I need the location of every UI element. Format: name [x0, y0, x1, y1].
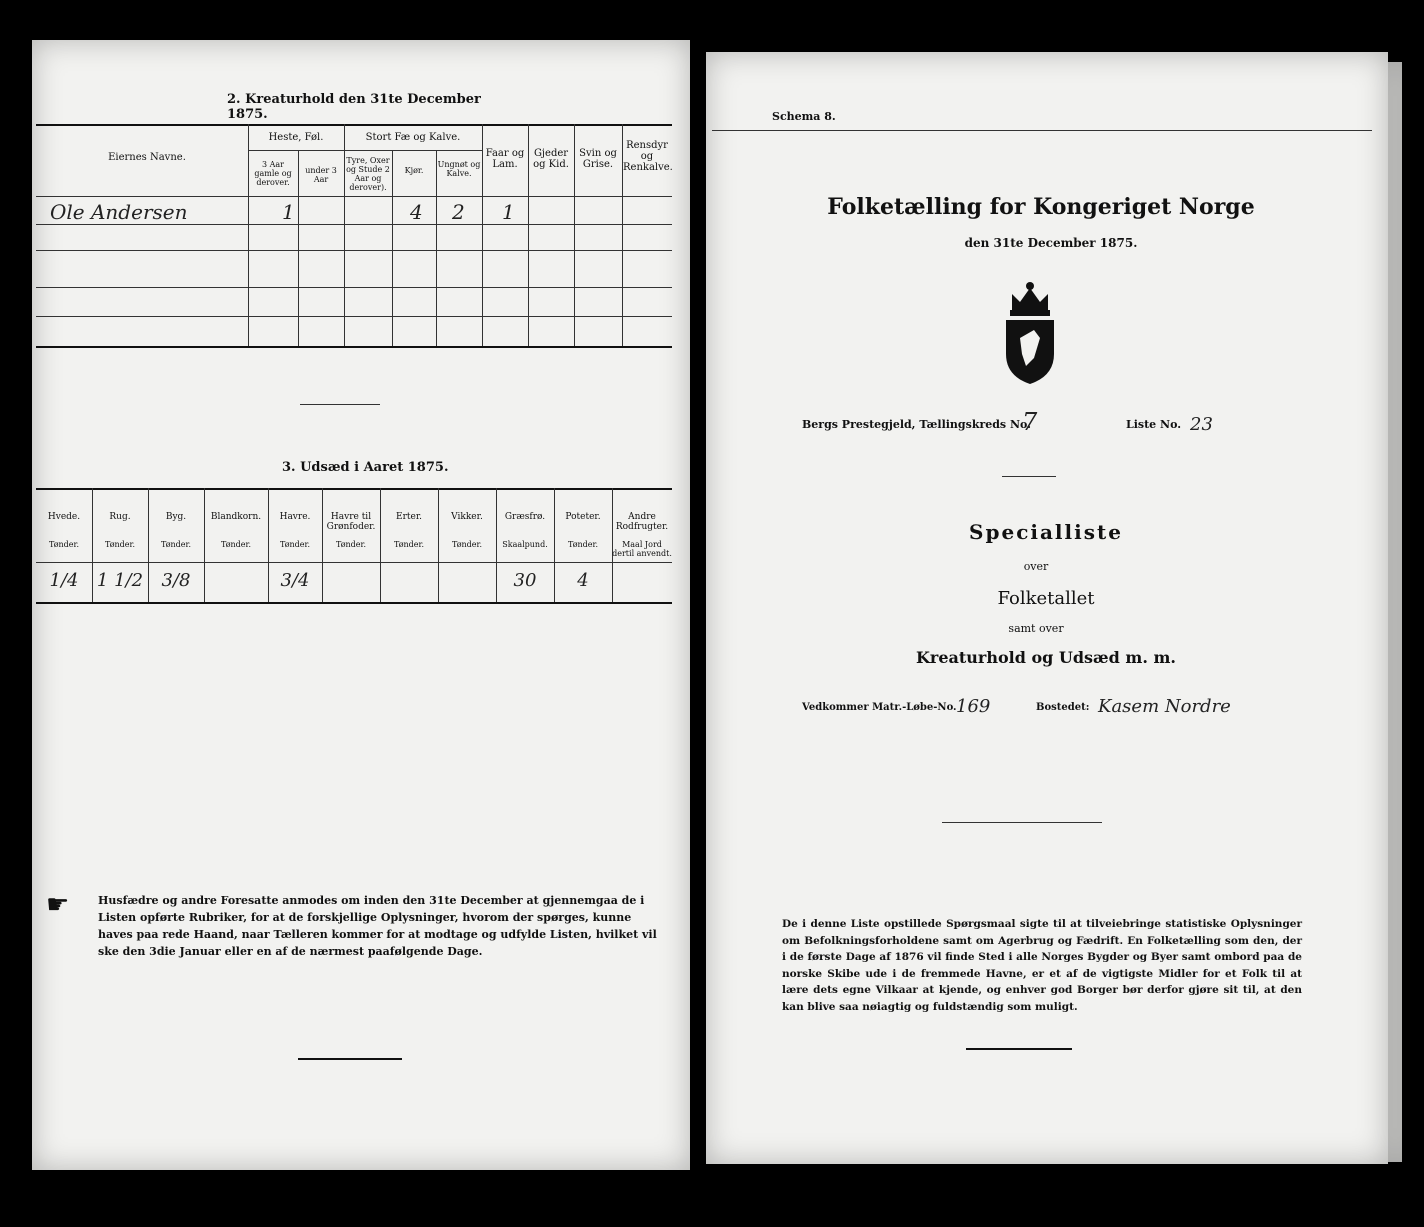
matr-number: 169 — [956, 696, 991, 717]
bottom-rule — [966, 1048, 1072, 1050]
table3-header: Vikker. — [451, 512, 483, 522]
table3-value: 3/4 — [280, 570, 310, 591]
table3-header: Andre Rodfrugter. — [615, 512, 669, 532]
notice-text: Husfædre og andre Foresatte anmodes om inden den 31te December at gjennemgaa de i Listen opførte Rubriker, for at de forskjellige Oplysninger, hvorom der spørges, kunne haves paa rede Haand, naar Tælleren kommer for at modtage og udfylde Listen, hvilket vil ske den 3die Januar eller en af de nærmest paafølgende Dage. — [98, 894, 657, 958]
col-stort-b: Kjør. — [404, 166, 424, 175]
table3-value: 4 — [577, 570, 589, 591]
table2-row-rule — [36, 224, 672, 225]
liste-number: 23 — [1190, 414, 1213, 435]
table3-value: 1 1/2 — [96, 570, 144, 591]
row1-heste-value: 1 — [282, 200, 295, 224]
table3-unit: Tønder. — [451, 540, 483, 549]
row1-ungnot-value: 2 — [452, 200, 465, 224]
col-svin: Svin og Grise. — [579, 148, 617, 170]
prestegjeld-label: Bergs Prestegjeld, Tællingskreds No. — [802, 418, 1031, 431]
col-faar: Faar og Lam. — [485, 148, 525, 170]
left-page — [32, 40, 690, 1170]
col-heste-a: 3 Aar gamle og derover. — [254, 160, 292, 187]
table2-top-rule — [36, 124, 672, 126]
table2-col-rule — [436, 150, 437, 346]
col-heste-b: under 3 Aar — [305, 166, 337, 184]
matr-label: Vedkommer Matr.-Løbe-No. — [802, 702, 957, 713]
table3-unit: Skaalpund. — [502, 540, 548, 549]
bottom-rule — [298, 1058, 402, 1060]
liste-label: Liste No. — [1126, 418, 1182, 431]
table3-unit: Maal Jord dertil anvendt. — [612, 540, 672, 558]
table3-top-rule — [36, 488, 672, 490]
table3-value: 1/4 — [49, 570, 79, 591]
table3-unit: Tønder. — [48, 540, 80, 549]
table3-unit: Tønder. — [160, 540, 192, 549]
col-gjeder: Gjeder og Kid. — [533, 148, 569, 170]
table3-unit: Tønder. — [279, 540, 311, 549]
folketallet-title: Folketallet — [997, 588, 1095, 609]
separator — [1002, 476, 1056, 477]
table3-header-rule — [36, 562, 672, 563]
right-page — [706, 52, 1388, 1164]
col-rensdyr: Rensdyr og Renkalve. — [623, 140, 673, 173]
table3-unit: Tønder. — [104, 540, 136, 549]
row1-kjor-value: 4 — [410, 200, 423, 224]
table2-header-rule — [36, 196, 672, 197]
over-label: over — [1023, 560, 1049, 573]
kreds-number: 7 — [1022, 408, 1038, 436]
col-heste-group: Heste, Føl. — [268, 132, 324, 143]
table3-header: Havre. — [279, 512, 311, 522]
table3-header: Havre til Grønfoder. — [326, 512, 376, 532]
table3-unit: Tønder. — [335, 540, 367, 549]
table3-header: Blandkorn. — [210, 512, 262, 522]
section3-title: 3. Udsæd i Aaret 1875. — [282, 460, 449, 475]
table3-value: 30 — [513, 570, 537, 591]
col-stort-group: Stort Fæ og Kalve. — [365, 132, 461, 143]
table3-header: Byg. — [165, 512, 187, 522]
faint-header-rule — [712, 130, 1372, 131]
samt-over-label: samt over — [1008, 622, 1064, 635]
col-eiernes-navne: Eiernes Navne. — [108, 152, 186, 163]
schema-label: Schema 8. — [772, 110, 836, 123]
table3-unit: Tønder. — [220, 540, 252, 549]
separator — [942, 822, 1102, 823]
table2-group-rule — [248, 150, 482, 151]
table3-header: Græsfrø. — [504, 512, 546, 522]
table3-header: Erter. — [396, 512, 422, 522]
main-subtitle: den 31te December 1875. — [964, 236, 1138, 250]
pointing-hand-icon: ☛ — [46, 890, 70, 920]
footer-text: De i denne Liste opstillede Spørgsmaal sigte til at tilveiebringe statistiske Oplysninger om Befolkningsforholdene samt om Agerbrug og Fædrift. En Folketælling som den, der i de første Dage af 1876 vil finde Sted i alle Norges Bygder og Byer samt ombord paa de norske Skibe ude i de fremmede Havne, er et af de vigtigste Midler for et Folk til at lære dets egne Vilkaar at kjende, og enhver god Borger bør derfor gjøre sit til, at den kan blive saa nøiagtig og fuldstændig som muligt. — [782, 918, 1302, 1013]
kreaturhold-title: Kreaturhold og Udsæd m. m. — [916, 648, 1176, 667]
table2-col-rule — [392, 150, 393, 346]
table3-unit: Tønder. — [393, 540, 425, 549]
table2-row-rule — [36, 316, 672, 317]
main-title: Folketælling for Kongeriget Norge — [827, 194, 1255, 220]
table3-value: 3/8 — [161, 570, 191, 591]
col-stort-c: Ungnøt og Kalve. — [437, 160, 481, 178]
table2-col-rule — [482, 124, 483, 346]
right-page-edge — [1388, 62, 1402, 1162]
table2-bottom-rule — [36, 346, 672, 348]
table3-header: Hvede. — [47, 512, 81, 522]
bostedet-value: Kasem Nordre — [1098, 696, 1231, 717]
bostedet-label: Bostedet: — [1036, 702, 1090, 713]
table2-row-rule — [36, 250, 672, 251]
table3-bottom-rule — [36, 602, 672, 604]
table3-unit: Tønder. — [567, 540, 599, 549]
table2-row-rule — [36, 287, 672, 288]
row1-faar-value: 1 — [502, 200, 515, 224]
table3-header: Rug. — [109, 512, 131, 522]
separator — [300, 404, 380, 405]
specialliste-title: Specialliste — [969, 520, 1123, 544]
section2-title: 2. Kreaturhold den 31te December 1875. — [227, 92, 481, 122]
col-stort-a: Tyre, Oxer og Stude 2 Aar og derover). — [346, 156, 390, 192]
table3-header: Poteter. — [565, 512, 601, 522]
row1-owner-name: Ole Andersen — [50, 200, 188, 224]
coat-of-arms-icon — [998, 280, 1062, 388]
table2-col-rule — [248, 124, 249, 346]
